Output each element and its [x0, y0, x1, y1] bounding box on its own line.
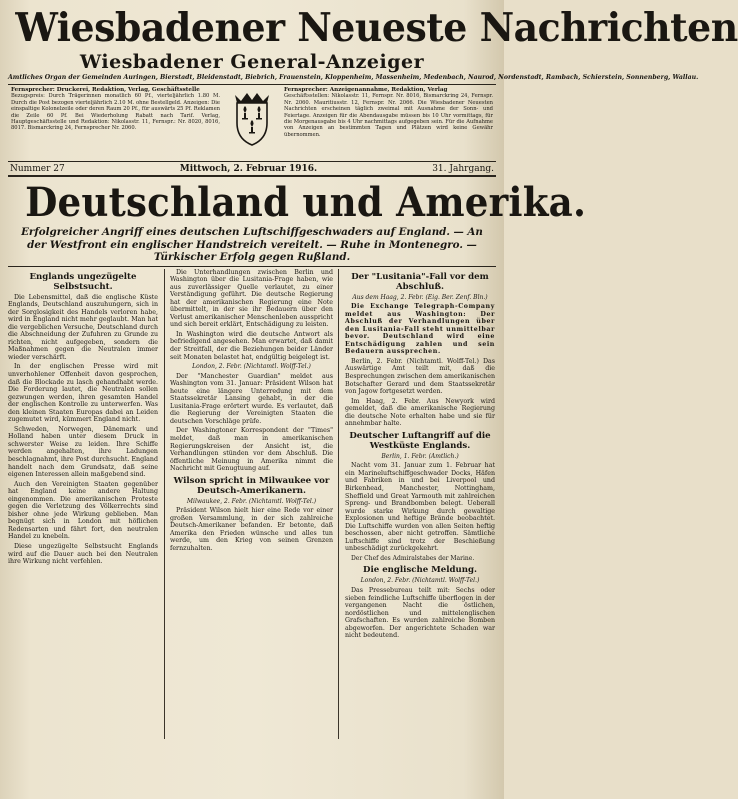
header-right-title: Fernsprecher: Anzeigenannahme, Redaktion, Verlag: [284, 87, 448, 93]
masthead-subtitle: Wiesbadener General-Anzeiger: [79, 51, 425, 73]
paragraph: Schweden, Norwegen, Dänemark und Holland haben unter diesem Druck in schwerster Weise zu leiden. Ihre Schiffe werden angehalten, ihre Ladungen beschlagnahmt, ihre Post durchsucht. England handelt nach dem Grundsatz, daß seine eigenen Interessen allein maßgebend sind.: [8, 425, 158, 479]
header-band: [8, 84, 496, 162]
article-heading-wilson: Wilson spricht in Milwaukee vor Deutsch-Amerikanern.: [173, 475, 330, 496]
header-info-right: [281, 85, 496, 140]
paragraph: Die Exchange Telegraph-Company meldet aus Washington: Der Abschluß der Verhandlungen über den Lusitania-Fall steht unmittelbar bevor. Deutschland wird eine Entschädigung zahlen und sein Bedauern aussprechen.: [345, 303, 495, 356]
header-right-text: Geschäftsstellen: Nikolasstr. 11, Fernspr. Nr. 8016, Bismarckring 24, Fernspr. Nr. 2060. Mauritiusstr. 12, Fernspr. Nr. 2066. Die Wiesbadener Neuesten Nachrichten erscheinen täglich zweimal mit Ausnahme der Sonn- und Feiertage. Anzeigen für die Abendausgabe müssen bis 10 Uhr vormittags, für die Morgenausgabe bis 4 Uhr nachmittags aufgegeben sein. Für die Aufnahme von Anzeigen an bestimmten Tagen und Plätzen wird keine Gewähr übernommen.: [284, 93, 493, 138]
issue-volume: 31. Jahrgang.: [432, 164, 494, 174]
issue-number: Nummer 27: [10, 164, 65, 174]
masthead-organ-line: Amtliches Organ der Gemeinden Auringen, Bierstadt, Bleidenstadt, Biebrich, Frauenstein, Kloppenheim, Massenheim, Medenbach, Naurod, Nordenstadt, Rambach, Schierstein, Sonnenberg, Wallau.: [8, 74, 699, 81]
headline-deck: Erfolgreicher Angriff eines deutschen Luftschiffgeschwaders auf England. — An der Westfront ein englischer Handstreich vereitelt. — Ruhe in Montenegro. — Türkischer Erfolg gegen Rußland.: [21, 226, 483, 263]
masthead-title: Wiesbadener Neueste Nachrichten: [15, 5, 738, 51]
column-left: [8, 269, 158, 739]
article-heading-english-report: Die englische Meldung.: [363, 565, 477, 576]
paragraph: Diese ungezügelte Selbstsucht Englands wird auf die Dauer auch bei den Neutralen ihre Wirkung nicht verfehlen.: [8, 543, 158, 566]
article-heading-england: Englands ungezügelte Selbstsucht.: [29, 271, 137, 292]
deck-rule: [8, 266, 496, 267]
article-heading-lusitania: Der "Lusitania"-Fall vor dem Abschluß.: [351, 271, 489, 292]
article-dateline: London, 2. Febr. (Nichtamtl. Wolff-Tel.): [192, 363, 311, 371]
paragraph: Der Washingtoner Korrespondent der "Times" meldet, daß man in amerikanischen Regierungskreisen der Ansicht ist, die Verhandlungen stünden vor dem Abschluß. Die öffentliche Meinung in Amerika nimmt die Nachricht mit Genugtuung auf.: [170, 427, 333, 473]
header-left-text: Bezugspreis: Durch Trägerinnen monatlich 60 Pf., vierteljährlich 1.80 M. Durch die Post bezogen vierteljährlich 2.10 M. ohne Bestellgeld. Anzeigen: Die einspaltige Kolonelzeile oder deren Raum 20 Pf., für auswärts 25 Pf. Reklamen die Zeile 60 Pf. Bei Wiederholung Rabatt nach Tarif. Verlag, Hauptgeschäftsstelle und Redaktion: Nikolasstr. 11, Fernspr.: Nr. 8020, 8016, 8017. Bismarckring 24, Fernsprecher Nr. 2060.: [11, 93, 220, 132]
article-dateline: Berlin, 1. Febr. (Amtlich.): [381, 452, 459, 460]
paragraph: Die Unterhandlungen zwischen Berlin und Washington über die Lusitania-Frage haben, wie aus zuverlässiger Quelle verlautet, zu einer Verständigung geführt. Die deutsche Regierung hat der amerikanischen Regierung eine Note übermittelt, in der sie ihr Bedauern über den Verlust amerikanischer Menschenleben ausspricht und sich bereit erklärt, Entschädigung zu leisten.: [170, 268, 333, 329]
paragraph: Präsident Wilson hielt hier eine Rede vor einer großen Versammlung, in der sich zahlreiche Deutsch-Amerikaner befanden. Er betonte, daß Amerika den Frieden wünsche und alles tun werde, um den Krieg von seinen Grenzen fernzuhalten.: [170, 507, 333, 552]
article-dateline: Aus dem Haag, 2. Febr. (Eig. Ber. Zenf. Bln.): [352, 293, 488, 301]
paragraph: Das Pressebureau teilt mit: Sechs oder sieben feindliche Luftschiffe überflogen in der vergangenen Nacht die östlichen, nordöstlichen und mittelenglischen Grafschaften. Es wurden zahlreiche Bomben abgeworfen. Der angerichtete Schaden war nicht bedeutend.: [345, 587, 495, 640]
paragraph: Berlin, 2. Febr. (Nichtamtl. Wolff-Tel.) Das Auswärtige Amt teilt mit, daß die Besprechungen zwischen dem amerikanischen Botschafter Gerard und dem Staatssekretär von Jagow fortgesetzt werden.: [345, 357, 495, 396]
paragraph: Auch den Vereinigten Staaten gegenüber hat England keine andere Haltung eingenommen. Die amerikanischen Proteste gegen die Verletzung des Völkerrechts sind bisher ohne jede Wirkung geblieben. Man begnügt sich in London mit höflichen Redensarten und fährt fort, den neutralen Handel zu knebeln.: [8, 480, 158, 541]
issue-date: Mittwoch, 2. Februar 1916.: [179, 164, 318, 174]
main-headline: Deutschland und Amerika.: [25, 179, 587, 226]
paragraph: Der Chef des Admiralstabes der Marine.: [351, 554, 475, 562]
city-crest-icon: [229, 89, 275, 149]
article-heading-air-raid: Deutscher Luftangriff auf die Westküste Englands.: [349, 430, 491, 451]
paragraph: Der "Manchester Guardian" meldet aus Washington vom 31. Januar: Präsident Wilson hat heute eine längere Unterredung mit dem Staatssekretär Lansing gehabt, in der die Lusitania-Frage erörtert wurde. Es verlautet, daß die Regierung der Vereinigten Staaten die deutschen Vorschläge prüfe.: [170, 372, 333, 425]
paragraph: In der englischen Presse wird mit unverhohlener Offenheit davon gesprochen, daß die Blockade zu lasch gehandhabt werde. Die Forderung lautet, die Neutralen sollen gezwungen werden, ihren gesamten Handel der englischen Kontrolle zu unterwerfen. Was den kleinen Staaten Europas dabei an Leiden zugemutet wird, kümmert England nicht.: [8, 363, 158, 424]
column-right: [345, 269, 495, 739]
paragraph: Die Lebensmittel, daß die englische Küste Englands, Deutschland auszuhungern, sich in der Sorglosigkeit des Handels verloren habe, wird in England nicht mehr geglaubt. Man hat die vergeblichen Versuche, Deutschland durch die Abschneidung der Zufuhren zu Grunde zu richten, nicht aufgegeben, sondern die Maßnahmen gegen die Neutralen immer wieder verschärft.: [8, 293, 158, 361]
paragraph: Im Haag, 2. Febr. Aus Newyork wird gemeldet, daß die amerikanische Regierung die deutsche Note erhalten habe und sie für annehmbar halte.: [345, 397, 495, 428]
article-dateline: Milwaukee, 2. Febr. (Nichtamtl. Wolff-Tel.): [186, 497, 317, 505]
issue-dateline: [8, 163, 496, 177]
paragraph: Nacht vom 31. Januar zum 1. Februar hat ein Marineluftschiffgeschwader Docks, Häfen und Fabriken in und bei Liverpool und Birkenhead, Manchester, Nottingham, Sheffield und Great Yarmouth mit zahlreichen Spreng- und Brandbomben belegt. Ueberall wurde starke Wirkung durch gewaltige Explosionen und heftige Brände beobachtet. Die Luftschiffe wurden von allen Seiten heftig beschossen, aber nicht getroffen. Sämtliche Luftschiffe sind trotz der Beschießung unbeschädigt zurückgekehrt.: [345, 462, 495, 553]
header-info-left: [8, 85, 223, 134]
article-columns: [8, 269, 496, 739]
column-middle: [164, 269, 339, 739]
paragraph: In Washington wird die deutsche Antwort als befriedigend angesehen. Man erwartet, daß damit der Streitfall, der die Beziehungen beider Länder seit Monaten belastet hat, endgültig beigelegt ist.: [170, 330, 333, 361]
article-dateline: London, 2. Febr. (Nichtamtl. Wolff-Tel.): [360, 577, 480, 585]
header-left-title: Fernsprecher: Druckerei, Redaktion, Verlag, Geschäftsstelle: [11, 87, 200, 93]
